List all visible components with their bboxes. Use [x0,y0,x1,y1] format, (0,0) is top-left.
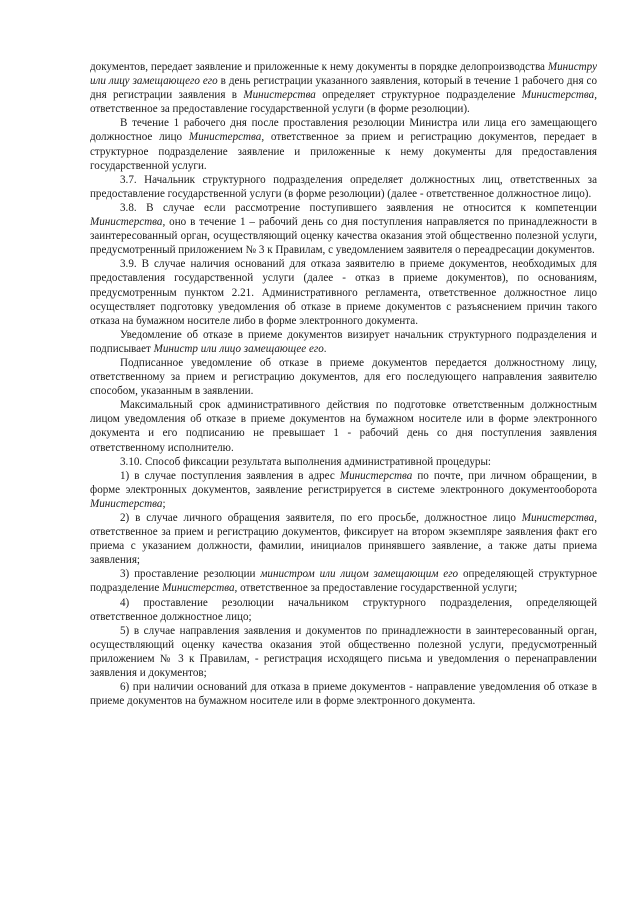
list-item-6 [90,680,597,708]
text-run-italic: Министерства, [162,582,238,595]
text-run-italic: Министр или лицо замещающее его [153,342,324,355]
text-run-italic: Министерства, [521,512,597,524]
text-run: ответственное за предоставление государственной услуги (в форме резолюции). [90,103,470,116]
list-item-5 [90,624,597,680]
text-run: 2) в случае личного обращения заявителя, по его просьбе, должностное лицо [120,512,522,524]
paragraph-continuation [90,60,597,116]
text-run: ответственное за предоставление государственной услуги; [237,582,518,595]
text-run-italic: Министерства [339,469,413,482]
paragraph-3-8 [90,201,597,257]
text-run: 1) в случае поступления заявления в адрес [120,469,340,482]
text-run-italic: Министерства, [90,216,166,229]
text-run: документов, передает заявление и приложенные к нему документы в порядке делопроизводства [90,61,548,73]
list-item-2 [90,511,597,567]
text-run: 3.9. В случае наличия оснований для отказа заявителю в приеме документов, необходимых для предоставления государственной услуги (далее - отказ в приеме документов), по основаниям, предусмотренным пунктом 2.21. Административного регламента, ответственное должностное лицо осуществляет подготовку уведомления об отказе в приеме документов с разъяснением причин такого отказа на бумажном носителе либо в форме электронного документа. [90,258,597,327]
paragraph-3-9 [90,257,597,327]
text-run: 4) проставление резолюции начальником структурного подразделения, определяющей ответственное должностное лицо; [90,596,597,623]
text-run: 3.10. Способ фиксации результата выполнения административной процедуры: [120,455,492,468]
paragraph-3-7 [90,173,597,201]
text-run: 6) при наличии оснований для отказа в приеме документов - направление уведомления об отказе в приеме документов на бумажном носителе или в форме электронного документа. [90,681,597,708]
text-run-italic: министром или лицом замещающим его [260,568,459,581]
text-run: 3.8. В случае если рассмотрение поступившего заявления не относится к компетенции [120,201,597,214]
text-run-italic: Министерства [243,89,316,102]
list-item-3 [90,567,597,595]
text-run: ; [162,497,166,510]
paragraph-refusal-visa [90,328,597,356]
text-run: В течение 1 рабочего дня после проставления резолюции Министра или лица его замещающего должностное лицо [90,117,597,144]
list-item-4 [90,596,597,624]
text-run: ответственное за прием и регистрацию документов, фиксирует на втором экземпляре заявления факт его приема с указанием должности, фамилии, инициалов принявшего заявление, а также даты приема заявления; [90,526,597,567]
text-run: ответственное за прием и регистрацию документов, передает в структурное подразделение заявление и приложенные к нему документы для предоставления государственной услуги. [90,131,598,172]
paragraph-3-10 [90,455,597,469]
text-run-italic: Министерства, [188,131,265,144]
text-run-italic: Министру или лицу замещающего его [90,61,597,88]
text-run: Подписанное уведомление об отказе в приеме документов передается должностному лицу, ответственному за прием и регистрацию документов, для его последующего направления заявителю способом, указанным в заявлении. [90,356,597,398]
text-run: Максимальный срок административного действия по подготовке ответственным должностным лицом уведомления об отказе в приеме документов на бумажном носителе или в форме электронного документа и его подписанию не превышает 1 - рабочий день со дня поступления заявления ответственному исполнителю. [90,399,597,454]
paragraph-signed-notice [90,356,597,398]
text-run-italic: Министерства [90,497,163,510]
text-run-italic: Министерства, [521,89,597,102]
text-run: по почте, при личном обращении, в форме электронных документов, заявление регистрируется в системе электронного документооборота [90,469,597,496]
text-run: . [323,342,327,355]
paragraph-max-term [90,398,597,454]
text-run: определяющей структурное подразделение [90,568,598,595]
text-run: 5) в случае направления заявления и документов по принадлежности в заинтересованный орган, осуществляющий оценку качества оказания этой общественно полезной услуги, предусмотренный приложением № 3 к Правилам, - регистрация исходящего письма и уведомления о перенаправлении заявления и документов; [90,624,597,680]
text-run: 3) проставление резолюции [120,568,261,581]
paragraph-resolution-transfer [90,116,597,172]
text-run: определяет структурное подразделение [315,89,522,102]
text-run: в день регистрации указанного заявления, который в течение 1 рабочего дня со дня регистрации заявления в [90,75,598,102]
text-run: Уведомление об отказе в приеме документов визирует начальник структурного подразделения и подписывает [90,328,597,355]
text-run: 3.7. Начальник структурного подразделения определяет должностных лиц, ответственных за предоставление государственной услуги (в форме резолюции) (далее - ответственное должностное лицо). [90,173,597,200]
list-item-1 [90,469,597,511]
text-run: оно в течение 1 – рабочий день со дня поступления направляется по принадлежности в заинтересованный орган, осуществляющий оценку качества оказания этой общественно полезной услуги, предусмотренный приложением № 3 к Правилам, с уведомлением заявителя о переадресации документов. [90,216,597,257]
